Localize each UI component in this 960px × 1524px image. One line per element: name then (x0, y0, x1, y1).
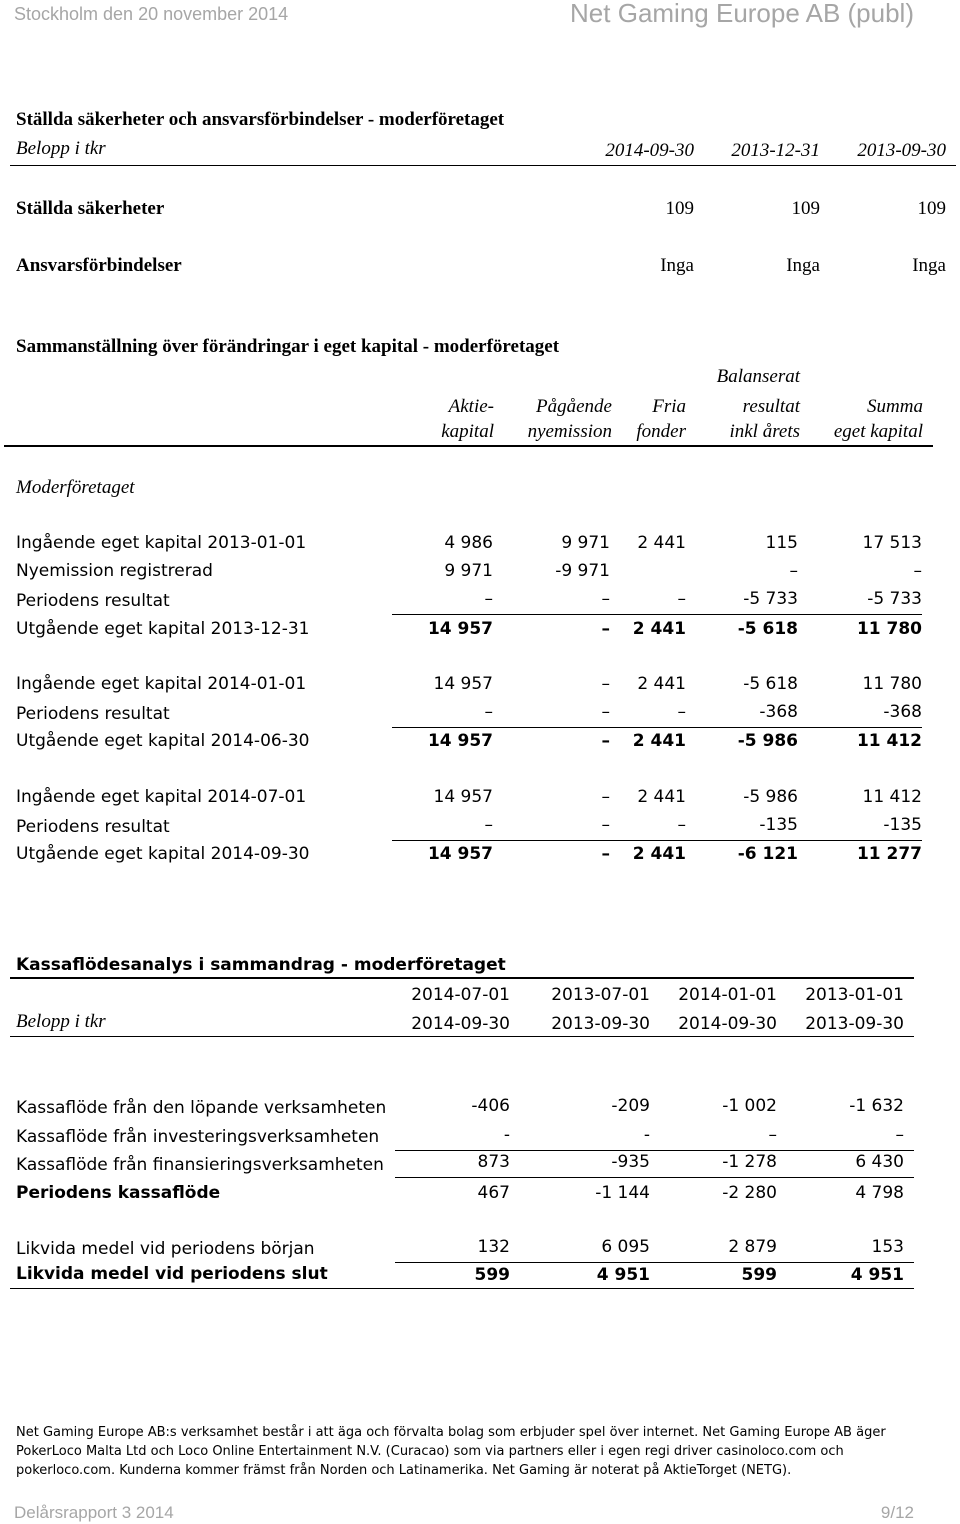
equity-row-label: Utgående eget kapital 2013-12-31 (16, 619, 310, 639)
cashflow-row-value: 132 (477, 1237, 510, 1257)
cashflow-row-value: - (503, 1125, 510, 1145)
pledged-unit-label: Belopp i tkr (16, 138, 106, 159)
equity-row-value: – (484, 702, 493, 722)
equity-row-value: – (677, 702, 686, 722)
cashflow-row-value: -1 278 (722, 1152, 777, 1172)
cashflow-sum-rule (395, 1150, 914, 1151)
equity-col-header: resultat (742, 396, 800, 417)
equity-row-value: 11 780 (856, 619, 922, 639)
equity-row-value: – (601, 815, 610, 835)
equity-col-header: Summa (867, 396, 923, 417)
footer-text-line: Net Gaming Europe AB:s verksamhet består i att äga och förvalta bolag som erbjuder spel över internet. Net Gaming Europe AB äger (16, 1425, 886, 1440)
equity-row-value: 11 412 (862, 787, 922, 807)
equity-row-label: Utgående eget kapital 2014-06-30 (16, 731, 310, 751)
equity-row-value: 17 513 (862, 533, 922, 553)
cashflow-row-value: 4 951 (596, 1265, 650, 1285)
equity-col-header: Aktie- (448, 396, 494, 417)
cashflow-row-value: 153 (871, 1237, 904, 1257)
equity-row-label: Ingående eget kapital 2014-01-01 (16, 674, 307, 694)
cashflow-row-value: -2 280 (722, 1183, 777, 1203)
equity-row-label: Periodens resultat (16, 591, 170, 611)
cashflow-row-value: - (643, 1125, 650, 1145)
equity-sum-rule (392, 614, 922, 615)
equity-row-value: 14 957 (433, 787, 493, 807)
equity-col-header: inkl årets (729, 421, 800, 442)
equity-row-value: 14 957 (427, 619, 493, 639)
equity-header-rule (4, 445, 933, 447)
equity-row-value: 9 971 (444, 561, 493, 581)
cashflow-row-value: 6 095 (601, 1237, 650, 1257)
cashflow-title: Kassaflödesanalys i sammandrag - moderföretaget (16, 955, 506, 975)
equity-row-value: -5 986 (743, 787, 798, 807)
cashflow-title-rule (10, 977, 914, 979)
equity-row-value: 2 441 (637, 674, 686, 694)
cashflow-row-value: -406 (471, 1096, 510, 1116)
equity-row-value: 9 971 (561, 533, 610, 553)
cashflow-bottom-rule (10, 1288, 914, 1289)
equity-row-value: – (601, 731, 610, 751)
equity-row-label: Nyemission registrerad (16, 561, 213, 581)
pledged-title: Ställda säkerheter och ansvarsförbindelser - moderföretaget (16, 109, 505, 130)
equity-row-value: – (789, 561, 798, 581)
cashflow-row-value: 4 798 (855, 1183, 904, 1203)
equity-col-header: Pågående (536, 396, 612, 417)
pledged-header-rule (10, 165, 956, 166)
equity-row-value: 2 441 (632, 731, 686, 751)
equity-col-header: fonder (636, 421, 686, 442)
cashflow-row-label: Kassaflöde från den löpande verksamheten (16, 1098, 387, 1118)
equity-row-label: Periodens resultat (16, 704, 170, 724)
equity-row-value: 2 441 (632, 844, 686, 864)
cashflow-row-value: 6 430 (855, 1152, 904, 1172)
pledged-row-label: Ställda säkerheter (16, 198, 165, 219)
cashflow-period-to: 2013-09-30 (805, 1014, 904, 1034)
equity-row-value: – (601, 619, 610, 639)
equity-row-value: – (677, 589, 686, 609)
equity-row-value: -5 618 (743, 674, 798, 694)
cashflow-row-value: – (895, 1125, 904, 1145)
header-date: Stockholm den 20 november 2014 (14, 4, 289, 24)
footer-report-name: Delårsrapport 3 2014 (14, 1503, 174, 1522)
equity-row-value: 2 441 (632, 619, 686, 639)
equity-row-value: – (601, 787, 610, 807)
cashflow-period-from: 2013-01-01 (805, 985, 904, 1005)
equity-row-value: 4 986 (444, 533, 493, 553)
cashflow-row-value: -1 002 (722, 1096, 777, 1116)
equity-col-header: kapital (441, 421, 494, 442)
pledged-row-value: Inga (660, 255, 694, 276)
equity-row-value: – (601, 844, 610, 864)
equity-title: Sammanställning över förändringar i eget kapital - moderföretaget (16, 336, 560, 357)
equity-row-value: – (601, 674, 610, 694)
cashflow-period-from: 2014-01-01 (678, 985, 777, 1005)
cashflow-sum-rule (395, 1177, 914, 1178)
pledged-date-1: 2014-09-30 (605, 140, 694, 161)
equity-row-value: -368 (883, 702, 922, 722)
equity-col-header: nyemission (527, 421, 612, 442)
footer-text-line: PokerLoco Malta Ltd och Loco Online Entertainment N.V. (Curacao) som via partners eller i egen regi driver casinoloco.com och (16, 1444, 844, 1459)
cashflow-row-label: Periodens kassaflöde (16, 1183, 221, 1203)
footer-page-number: 9/12 (880, 1503, 914, 1522)
cashflow-row-value: -1 632 (849, 1096, 904, 1116)
cashflow-sum-rule (395, 1262, 914, 1263)
equity-row-label: Ingående eget kapital 2014-07-01 (16, 787, 307, 807)
cashflow-period-from: 2014-07-01 (411, 985, 510, 1005)
equity-row-value: 115 (765, 533, 798, 553)
equity-row-value: -6 121 (737, 844, 798, 864)
cashflow-row-value: -1 144 (595, 1183, 650, 1203)
equity-row-value: – (601, 702, 610, 722)
pledged-row-value: 109 (665, 198, 694, 219)
equity-row-value: – (484, 815, 493, 835)
equity-col-header: eget kapital (833, 421, 923, 442)
pledged-row-value: 109 (791, 198, 820, 219)
equity-row-value: – (677, 815, 686, 835)
equity-section-label: Moderföretaget (16, 477, 135, 498)
cashflow-row-value: 599 (474, 1265, 510, 1285)
equity-row-value: -5 733 (743, 589, 798, 609)
equity-row-value: 14 957 (433, 674, 493, 694)
cashflow-row-value: 873 (477, 1152, 510, 1172)
cashflow-row-value: 4 951 (850, 1265, 904, 1285)
equity-row-value: 14 957 (427, 731, 493, 751)
cashflow-period-to: 2014-09-30 (411, 1014, 510, 1034)
equity-row-value: – (484, 589, 493, 609)
cashflow-row-value: -935 (611, 1152, 650, 1172)
equity-row-label: Ingående eget kapital 2013-01-01 (16, 533, 307, 553)
pledged-row-value: Inga (786, 255, 820, 276)
pledged-row-label: Ansvarsförbindelser (16, 255, 182, 276)
equity-row-value: 11 277 (856, 844, 922, 864)
equity-sum-rule (392, 840, 922, 841)
cashflow-period-to: 2014-09-30 (678, 1014, 777, 1034)
equity-row-value: -5 733 (867, 589, 922, 609)
equity-row-value: 2 441 (637, 533, 686, 553)
cashflow-row-label: Likvida medel vid periodens slut (16, 1264, 328, 1284)
cashflow-header-rule (10, 1036, 914, 1037)
cashflow-row-value: – (768, 1125, 777, 1145)
cashflow-row-label: Likvida medel vid periodens början (16, 1239, 315, 1259)
cashflow-period-from: 2013-07-01 (551, 985, 650, 1005)
cashflow-row-value: -209 (611, 1096, 650, 1116)
equity-row-value: -5 618 (737, 619, 798, 639)
equity-row-label: Utgående eget kapital 2014-09-30 (16, 844, 310, 864)
cashflow-unit-label: Belopp i tkr (16, 1011, 106, 1032)
equity-row-label: Periodens resultat (16, 817, 170, 837)
equity-row-value: 11 412 (856, 731, 922, 751)
equity-row-value: -368 (759, 702, 798, 722)
footer-text-line: pokerloco.com. Kunderna kommer främst från Norden och Latinamerika. Net Gaming är noterat på AktieTorget (NETG). (16, 1463, 792, 1478)
equity-sum-rule (392, 727, 922, 728)
cashflow-row-value: 2 879 (728, 1237, 777, 1257)
cashflow-row-value: 599 (741, 1265, 777, 1285)
header-company: Net Gaming Europe AB (publ) (570, 0, 914, 28)
cashflow-period-to: 2013-09-30 (551, 1014, 650, 1034)
equity-row-value: 14 957 (427, 844, 493, 864)
equity-row-value: -135 (883, 815, 922, 835)
pledged-row-value: Inga (912, 255, 946, 276)
pledged-row-value: 109 (917, 198, 946, 219)
equity-row-value: – (601, 589, 610, 609)
equity-row-value: -135 (759, 815, 798, 835)
equity-row-value: 2 441 (637, 787, 686, 807)
equity-row-value: -5 986 (737, 731, 798, 751)
cashflow-row-label: Kassaflöde från finansieringsverksamheten (16, 1155, 384, 1175)
cashflow-row-value: 467 (477, 1183, 510, 1203)
equity-row-value: 11 780 (862, 674, 922, 694)
equity-row-value: – (913, 561, 922, 581)
equity-col-header: Fria (652, 396, 686, 417)
equity-row-value: -9 971 (555, 561, 610, 581)
pledged-date-3: 2013-09-30 (857, 140, 946, 161)
pledged-date-2: 2013-12-31 (731, 140, 820, 161)
cashflow-row-label: Kassaflöde från investeringsverksamheten (16, 1127, 380, 1147)
equity-col-header: Balanserat (716, 366, 800, 387)
